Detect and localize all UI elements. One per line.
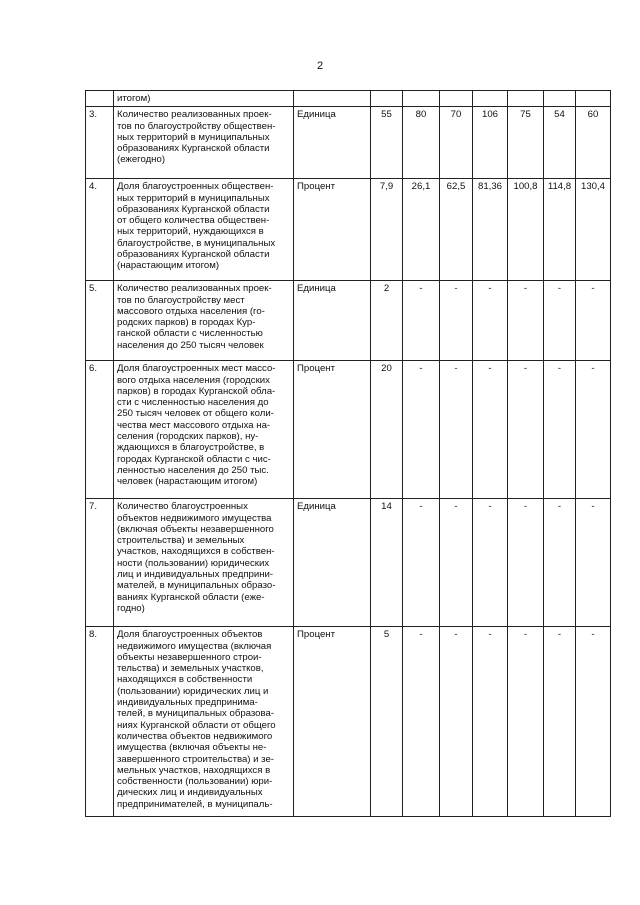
value-cell: - bbox=[544, 499, 576, 627]
value-cell bbox=[544, 91, 576, 107]
value-cell: 70 bbox=[440, 107, 473, 179]
value-cell: - bbox=[440, 627, 473, 817]
value-cell: 2 bbox=[371, 281, 403, 361]
value-cell: 55 bbox=[371, 107, 403, 179]
row-number-cell: 5. bbox=[86, 281, 114, 361]
unit-cell: Процент bbox=[294, 361, 371, 499]
value-cell bbox=[508, 91, 544, 107]
value-cell: 20 bbox=[371, 361, 403, 499]
value-cell bbox=[403, 91, 440, 107]
value-cell: 7,9 bbox=[371, 179, 403, 281]
indicator-name-cell: Количество реализованных проек- тов по благоустройству мест массового отдыха населения (го- родских парков) в городах Кур- ганской области с численностью населения до 250 тысяч человек bbox=[114, 281, 294, 361]
value-cell: 75 bbox=[508, 107, 544, 179]
page-number: 2 bbox=[316, 60, 324, 72]
value-cell: - bbox=[473, 499, 508, 627]
indicator-name-cell: Доля благоустроенных объектов недвижимого имущества (включая объекты незавершенного строи- тельства) и земельных участков, находящихся в собственности (пользовании) юридических лиц и индивидуальных предпринима- телей, в муниципальных образова- ниях Курганской области от общего количества объектов недвижимого имущества (включая объекты не- завершенного строительства) и зе- мельных участков, находящихся в собственности (пользовании) юри- дических лиц и индивидуальных предпринимателей, в муниципаль- bbox=[114, 627, 294, 817]
table-row bbox=[86, 361, 611, 499]
value-cell: - bbox=[473, 281, 508, 361]
value-cell: - bbox=[576, 361, 611, 499]
value-cell: - bbox=[440, 499, 473, 627]
table-body bbox=[86, 91, 611, 817]
table-row bbox=[86, 499, 611, 627]
value-cell: 106 bbox=[473, 107, 508, 179]
row-number-cell: 4. bbox=[86, 179, 114, 281]
value-cell: - bbox=[403, 499, 440, 627]
value-cell: 5 bbox=[371, 627, 403, 817]
value-cell: 26,1 bbox=[403, 179, 440, 281]
value-cell: - bbox=[440, 281, 473, 361]
value-cell: 60 bbox=[576, 107, 611, 179]
value-cell bbox=[371, 91, 403, 107]
value-cell bbox=[473, 91, 508, 107]
value-cell: - bbox=[544, 627, 576, 817]
table-row bbox=[86, 281, 611, 361]
table-row bbox=[86, 107, 611, 179]
unit-cell: Процент bbox=[294, 627, 371, 817]
row-number-cell: 3. bbox=[86, 107, 114, 179]
value-cell: - bbox=[473, 361, 508, 499]
value-cell: - bbox=[576, 281, 611, 361]
value-cell: 54 bbox=[544, 107, 576, 179]
indicator-name-cell: Доля благоустроенных мест массо- вого отдыха населения (городских парков) в городах Курганской обла- сти с численностью населения до 250 тысяч человек от общего коли- чества мест массового отдыха на- селения (городских парков), ну- ждающихся в благоустройстве, в городах Курганской области с чис- ленностью населения до 250 тыс. человек (нарастающим итогом) bbox=[114, 361, 294, 499]
value-cell bbox=[440, 91, 473, 107]
value-cell: 81,36 bbox=[473, 179, 508, 281]
value-cell: - bbox=[473, 627, 508, 817]
value-cell: 114,8 bbox=[544, 179, 576, 281]
value-cell: - bbox=[576, 499, 611, 627]
value-cell: - bbox=[508, 627, 544, 817]
unit-cell: Единица bbox=[294, 107, 371, 179]
value-cell bbox=[576, 91, 611, 107]
value-cell: 62,5 bbox=[440, 179, 473, 281]
table-row bbox=[86, 179, 611, 281]
value-cell: - bbox=[508, 361, 544, 499]
value-cell: - bbox=[403, 361, 440, 499]
value-cell: - bbox=[403, 627, 440, 817]
indicator-name-cell: итогом) bbox=[114, 91, 294, 107]
value-cell: - bbox=[508, 499, 544, 627]
table-row-continuation bbox=[86, 91, 611, 107]
value-cell: - bbox=[576, 627, 611, 817]
value-cell: 130,4 bbox=[576, 179, 611, 281]
unit-cell: Единица bbox=[294, 499, 371, 627]
value-cell: - bbox=[508, 281, 544, 361]
value-cell: - bbox=[544, 361, 576, 499]
value-cell: 80 bbox=[403, 107, 440, 179]
row-number-cell: 6. bbox=[86, 361, 114, 499]
indicator-name-cell: Количество благоустроенных объектов недвижимого имущества (включая объекты незавершенного строительства) и земельных участков, находящихся в собствен- ности (пользовании) юридических лиц и индивидуальных предприни- мателей, в муниципальных образо- ваниях Курганской области (еже- годно) bbox=[114, 499, 294, 627]
row-number-cell bbox=[86, 91, 114, 107]
unit-cell bbox=[294, 91, 371, 107]
value-cell: - bbox=[440, 361, 473, 499]
indicator-name-cell: Количество реализованных проек- тов по благоустройству обществен- ных территорий в муниципальных образованиях Курганской области (ежегодно) bbox=[114, 107, 294, 179]
unit-cell: Единица bbox=[294, 281, 371, 361]
row-number-cell: 8. bbox=[86, 627, 114, 817]
indicators-table bbox=[85, 90, 611, 817]
unit-cell: Процент bbox=[294, 179, 371, 281]
value-cell: 100,8 bbox=[508, 179, 544, 281]
table-row bbox=[86, 627, 611, 817]
value-cell: - bbox=[544, 281, 576, 361]
indicator-name-cell: Доля благоустроенных обществен- ных территорий в муниципальных образованиях Курганской области от общего количества обществен- ных территорий, нуждающихся в благоустройстве, в муниципальных образованиях Курганской области (нарастающим итогом) bbox=[114, 179, 294, 281]
value-cell: 14 bbox=[371, 499, 403, 627]
row-number-cell: 7. bbox=[86, 499, 114, 627]
value-cell: - bbox=[403, 281, 440, 361]
